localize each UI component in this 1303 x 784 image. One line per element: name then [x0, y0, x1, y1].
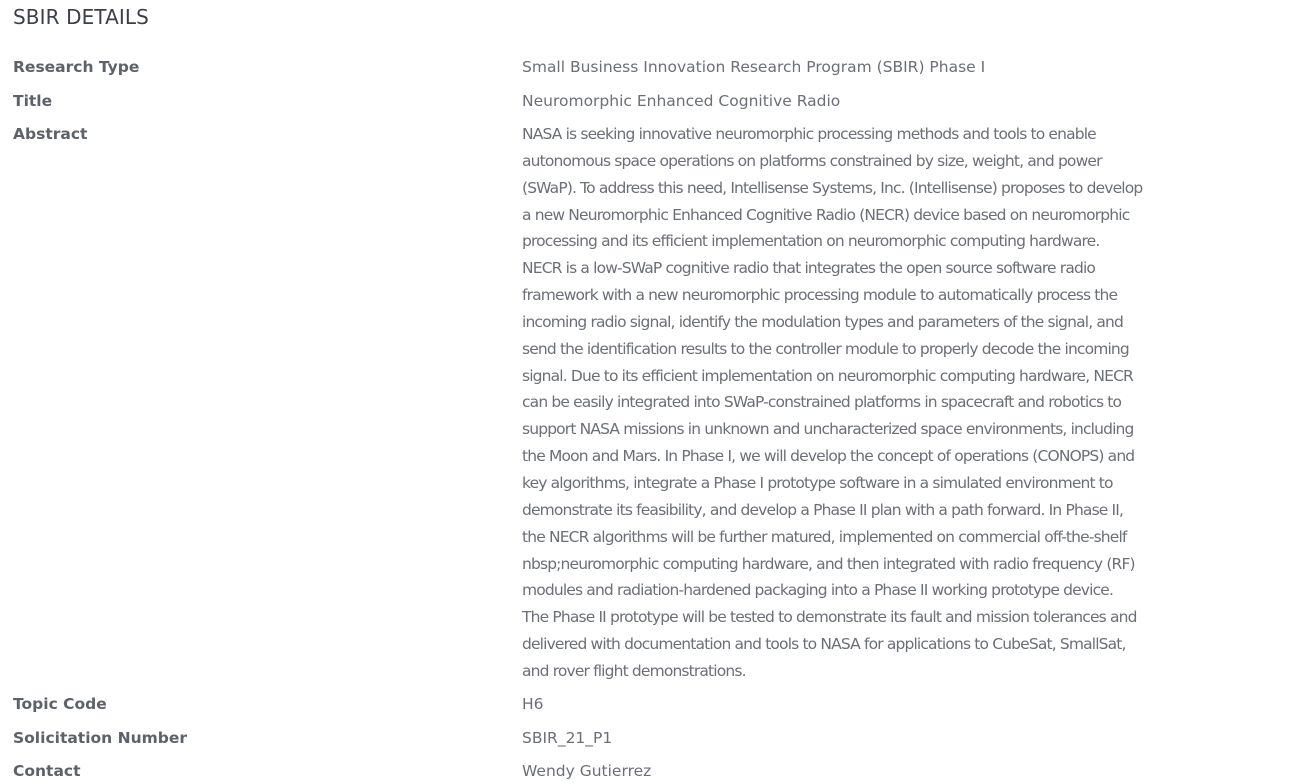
topic-code-label: Topic Code: [13, 695, 107, 713]
abstract-line: the Moon and Mars. In Phase I, we will develop the concept of operations (CONOPS) and: [522, 447, 1135, 466]
abstract-line: demonstrate its feasibility, and develop a Phase II plan with a path forward. In Phase II,: [522, 500, 1124, 519]
research-type-label: Research Type: [13, 58, 140, 76]
abstract-line: The Phase II prototype will be tested to demonstrate its fault and mission tolerances and: [522, 608, 1137, 627]
abstract-line: send the identification results to the controller module to properly decode the incoming: [522, 339, 1129, 358]
solicitation-number-label: Solicitation Number: [13, 729, 188, 747]
contact-value: Wendy Gutierrez: [522, 762, 652, 780]
abstract-line: signal. Due to its efficient implementation on neuromorphic computing hardware, NECR: [522, 366, 1133, 385]
title-value: Neuromorphic Enhanced Cognitive Radio: [522, 92, 841, 110]
abstract-line: a new Neuromorphic Enhanced Cognitive Radio (NECR) device based on neuromorphic: [522, 205, 1130, 224]
abstract-line: processing and its efficient implementation on neuromorphic computing hardware.: [522, 232, 1100, 251]
contact-label: Contact: [13, 762, 81, 780]
abstract-line: support NASA missions in unknown and uncharacterized space environments, including: [522, 420, 1134, 439]
abstract-line: modules and radiation-hardened packaging into a Phase II working prototype device.: [522, 581, 1114, 600]
abstract-line: nbsp;neuromorphic computing hardware, and then integrated with radio frequency (RF): [522, 554, 1135, 573]
title-label: Title: [13, 92, 53, 110]
abstract-line: incoming radio signal, identify the modulation types and parameters of the signal, and: [522, 312, 1124, 331]
abstract-value: [522, 121, 1262, 685]
abstract-line: (SWaP). To address this need, Intellisense Systems, Inc. (Intellisense) proposes to develop: [522, 178, 1143, 197]
abstract-line: NECR is a low-SWaP cognitive radio that integrates the open source software radio: [522, 259, 1096, 278]
solicitation-number-value: SBIR_21_P1: [522, 729, 613, 747]
abstract-line: NASA is seeking innovative neuromorphic processing methods and tools to enable: [522, 125, 1096, 143]
topic-code-value: H6: [522, 695, 544, 713]
section-title: SBIR DETAILS: [13, 5, 149, 29]
abstract-label: Abstract: [13, 125, 88, 143]
abstract-line: can be easily integrated into SWaP-constrained platforms in spacecraft and robotics to: [522, 393, 1122, 412]
abstract-line: the NECR algorithms will be further matured, implemented on commercial off-the-shelf: [522, 527, 1127, 546]
research-type-value: Small Business Innovation Research Program (SBIR) Phase I: [522, 58, 986, 76]
abstract-line: delivered with documentation and tools to NASA for applications to CubeSat, SmallSat,: [522, 635, 1126, 654]
abstract-line: and rover flight demonstrations.: [522, 661, 746, 680]
abstract-line: framework with a new neuromorphic processing module to automatically process the: [522, 286, 1118, 305]
abstract-line: autonomous space operations on platforms constrained by size, weight, and power: [522, 151, 1102, 170]
abstract-line: key algorithms, integrate a Phase I prototype software in a simulated environment to: [522, 473, 1113, 492]
